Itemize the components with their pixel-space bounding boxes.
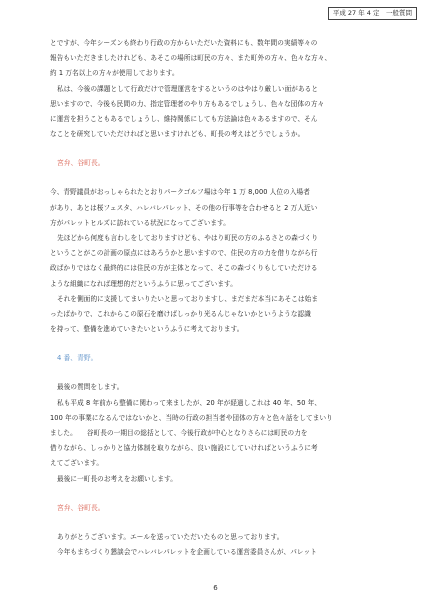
text-line: 借りながら、しっかりと協力体制を取りながら、良い施設にしていければというふうに考 xyxy=(50,444,318,453)
paragraph-gap xyxy=(50,142,396,156)
text-line: 私も平成 8 年前から整備に関わって来ましたが、20 年が経過しこれは 40 年、50 年、 xyxy=(57,398,322,407)
text-line: を持って、整備を進めていきたいというふうに考えております。 xyxy=(50,325,244,334)
text-line: 今、青野議員がおっしゃられたとおりパークゴルフ場は今年 1 万 8,000 人位の入場者 xyxy=(50,188,310,197)
speaker-label: 宮弁、谷町長。 xyxy=(57,503,105,512)
text-line: 100 年の事業になるんではないかと、当時の行政の担当者や団体の方々と色々話をしてまいり xyxy=(50,413,333,422)
text-line: ありがとうございます。エールを送っていただいたものと思っております。 xyxy=(57,532,284,541)
text-line: があり、あとは桜フェスタ、ハレバレパレット、その他の行事等を合わせると 2 万人近い xyxy=(50,203,318,212)
text-line: それを側面的に支援してまいりたいと思っておりますし、まだまだ本当にあそこは始ま xyxy=(57,294,319,303)
text-line: 最後の質問をします。 xyxy=(57,383,124,392)
text-line: 方がパレットヒルズに訪れている状況になってございます。 xyxy=(50,218,230,227)
document-body xyxy=(50,36,396,560)
text-line: ったばかりで、これからこの原石を磨けばしっかり光るんじゃないかというような認識 xyxy=(50,310,311,319)
text-line: ような組織になれば理想的だというふうに思ってございます。 xyxy=(50,279,237,288)
text-line: 先ほどから何度も言わしをしておりますけども、やはり町民の方のふるさとの森づくり xyxy=(57,234,319,243)
text-line: とですが、今年シーズンも終わり行政の方からいただいた資料にも、数年間の実績等々の xyxy=(50,39,318,47)
text-line: 思いますので、今後も民間の力、指定管理者のやり方もあるでしょうし、色々な団体の方々 xyxy=(50,99,325,108)
page-number: 6 xyxy=(213,584,218,592)
text-line: なことを研究していただければと思いますけれども、町長の考えはどうでしょうか。 xyxy=(50,130,305,139)
text-line: 今年もまちづくり懇談会でハレバレパレットを企画している運営委員さんが、パレット xyxy=(57,548,317,557)
text-line: 政ばかりではなく最終的には住民の方が主体となって、そこの森づくりもしていただける xyxy=(50,264,318,273)
text-line: 約 1 万名以上の方々が使用しております。 xyxy=(50,69,179,78)
text-line: 私は、今後の課題として行政だけで管理運営をするというのはやはり厳しい面があると xyxy=(57,84,319,93)
text-line: 最後に一町長のお考えをお願いします。 xyxy=(57,474,177,483)
text-line: に運営を担うこともあるでしょうし、維持関係にしても方法論は色々あるますので、そん xyxy=(50,115,318,124)
text-line: 報告もいただきましたけれども、あそこの場所は町民の方々、また町外の方々、色々な方々、 xyxy=(50,54,332,63)
speaker-label: 4 番、青野。 xyxy=(57,354,98,363)
speaker-label: 宮弁、谷町長。 xyxy=(57,159,105,168)
paragraph-gap xyxy=(50,516,396,530)
paragraph-gap xyxy=(50,487,396,501)
text-line: えてございます。 xyxy=(50,459,104,468)
text-line: ということがこの計画の原点にはあろうかと思いますので、住民の方の力を借りながら行 xyxy=(50,249,318,258)
text-line: ました。 谷町長の一期目の総括として、今後行政が中心となりさらには町民の力を xyxy=(50,429,308,438)
paragraph-gap xyxy=(50,366,396,380)
paragraph-gap xyxy=(50,337,396,351)
paragraph-gap xyxy=(50,171,396,185)
header-tag: 平成 27 年 4 定 一般質問 xyxy=(328,7,417,20)
